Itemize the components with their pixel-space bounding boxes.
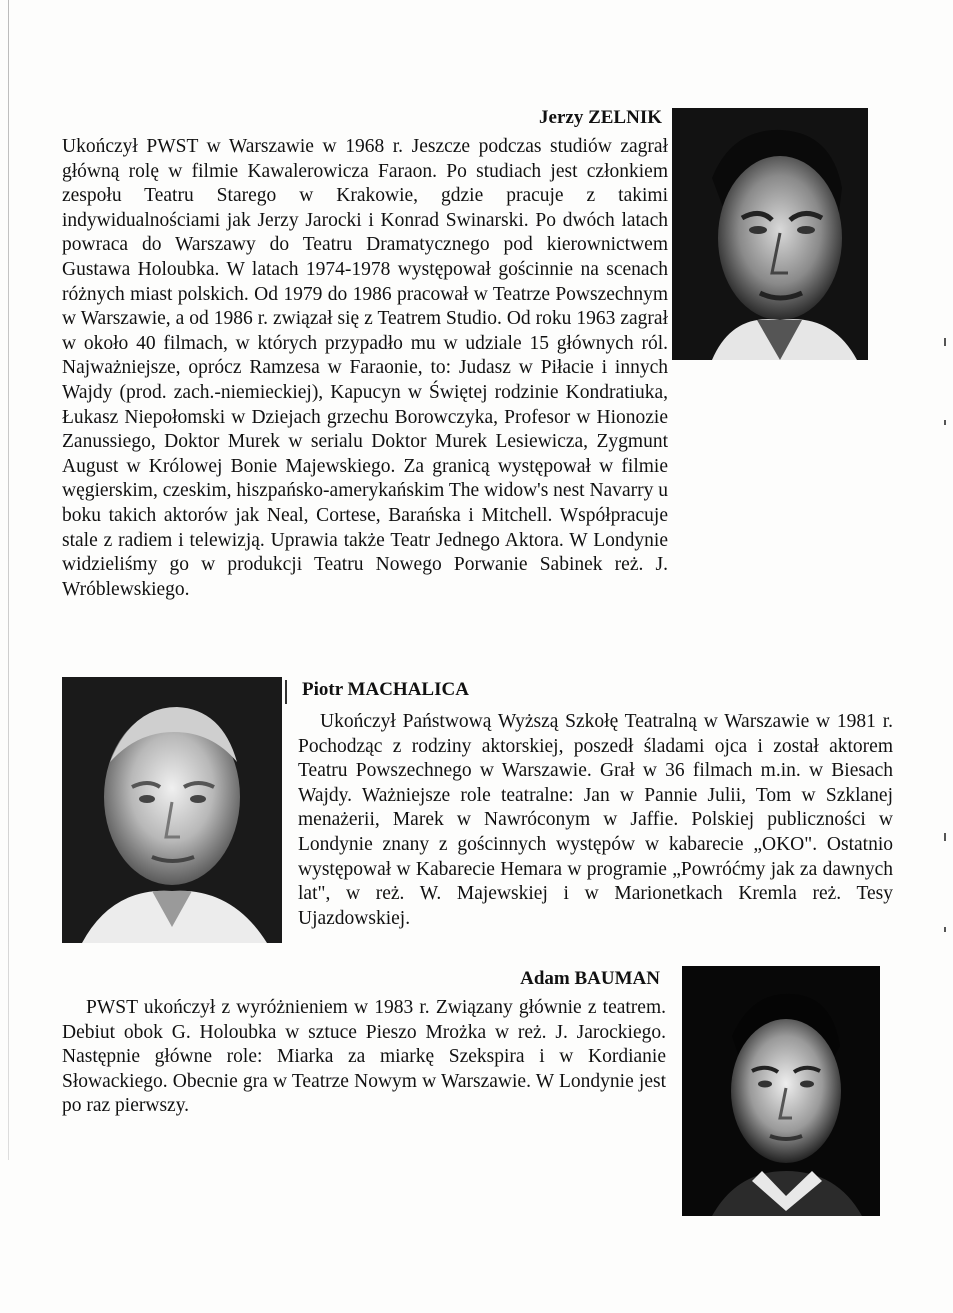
actor-bio: Ukończył PWST w Warszawie w 1968 r. Jeszcze podczas studiów zagrał główną rolę w filmie Kawalerowicza Faraon. Po studiach jest członkiem zespołu Teatru Starego w Krakowie, gdzie pracuje z takimi indywidualnościami jak Jerzy Jarocki i Konrad Swinarski. Po dwóch latach powraca do Warszawy do Teatru Dramatycznego pod kierownictwem Gustawa Holoubka. W latach 1974-1978 występował gościnnie na scenach różnych miast polskich. Od 1979 do 1986 pracował w Teatrze Powszechnym w Warszawie, a od 1986 r. związał się z Teatrem Studio. Od roku 1963 zagrał w około 40 filmach, w których przypadło mu w udziale 15 głównych ról. Najważniejsze, oprócz Ramzesa w Faraonie, to: Judasz w Piłacie i innych Wajdy (prod. zach.-niemieckiej), Kapucyn w Świętej rodzinie Kondratiuka, Łukasz Niepołomski w Dziejach grzechu Borowczyka, Profesor w Hionozie Zanussiego, Doktor Murek w serialu Doktor Murek Lesiewicza, Zygmunt August w Królowej Bonie Majewskiego. Za granicą występował w filmie węgierskim, czeskim, hiszpańsko-amerykańskim The widow's nest Navarry u boku takich aktorów jak Neal, Cortese, Barańska i Mitchell. Współpracuje stale z radiem i telewizją. Uprawia także Teatr Jednego Aktora. W Londynie widzieliśmy go w produkcji Teatru Nowego Porwanie Sabinek reż. J. Wróblewskiego.: [62, 136, 668, 600]
margin-mark: [944, 833, 946, 841]
margin-mark: [944, 338, 946, 346]
margin-mark: [944, 927, 946, 932]
actor-name: Piotr MACHALICA: [302, 679, 469, 700]
actor-name: Jerzy ZELNIK: [539, 107, 662, 128]
actor-section-zelnik: [62, 105, 672, 602]
actor-photo-machalica: [62, 677, 282, 943]
column-rule: [285, 680, 287, 704]
actor-photo-bauman: [682, 966, 880, 1216]
actor-bio: PWST ukończył z wyróżnieniem w 1983 r. Związany głównie z teatrem. Debiut obok G. Holoubka w sztuce Pieszo Mrożka w reż. J. Jarockiego. Następnie główne role: Miarka za miarkę Szekspira i w Kordianie Słowackiego. Obecnie gra w Teatrze Nowym w Warszawie. W Londynie jest po raz pierwszy.: [62, 997, 666, 1117]
page-edge: [8, 0, 9, 1160]
actor-section-machalica: [298, 677, 895, 931]
actor-section-bauman: [62, 966, 670, 1119]
actor-name: Adam BAUMAN: [520, 968, 660, 989]
actor-photo-zelnik: [672, 108, 868, 360]
margin-mark: [944, 420, 946, 425]
actor-bio: Ukończył Państwową Wyższą Szkołę Teatralną w Warszawie w 1981 r. Pochodząc z rodziny aktorskiej, poszedł śladami ojca i został aktorem Teatru Powszechnego w Warszawie. Grał w 36 filmach m.in. w Biesach Wajdy. Ważniejsze role teatralne: Jan w Pannie Julii, Tom w Szklanej menażerii, Marek w Nawróconym w Jaffie. Polskiej publiczności w Londynie znany z gościnnych występów w kabarecie „OKO". Ostatnio występował w Kabarecie Hemara w programie „Powróćmy jak za dawnych lat", w reż. W. Majewskiej i w Marionetkach Kremla reż. Tesy Ujazdowskiej.: [298, 711, 893, 929]
